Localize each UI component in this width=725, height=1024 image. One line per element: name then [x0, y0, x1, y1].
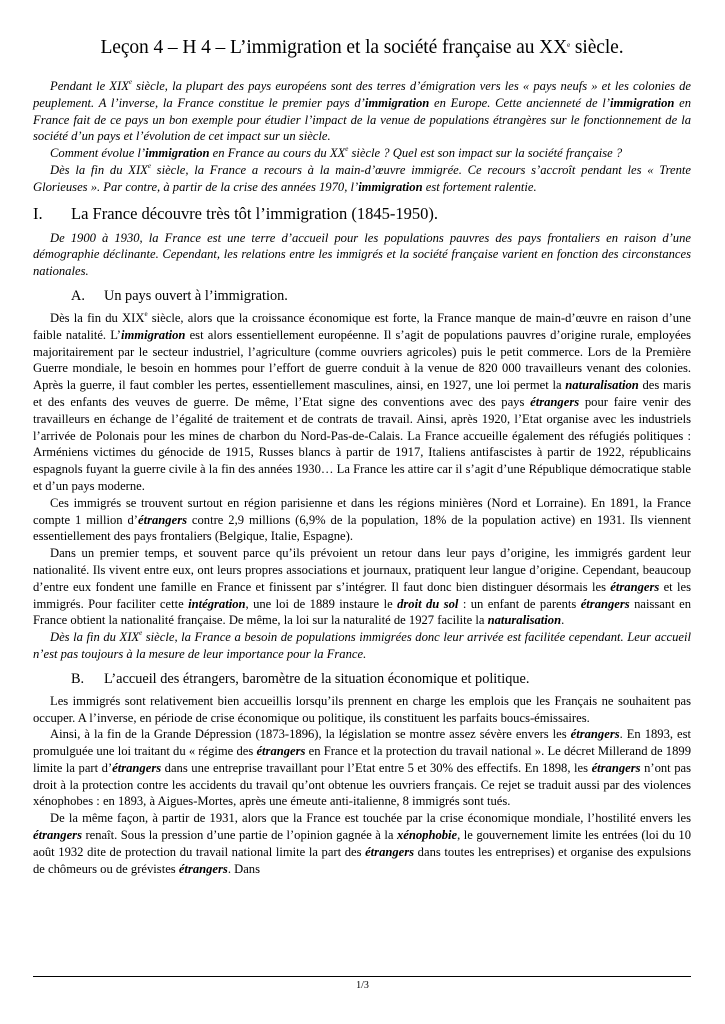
key-term: intégration	[188, 596, 246, 611]
key-term: étrangers	[112, 760, 162, 775]
superscript: e	[139, 629, 143, 638]
section-a-paragraph: Dans un premier temps, et souvent parce qu’ils prévoient un retour dans leur pays d’origine, les immigrés gardent leur nationalité. Ils vivent entre eux, ont leurs propres associations et journaux, pratiquent leur langue d’origine. Cependant, beaucoup d’entre eux fondent une famille en France et finissent par s’intégrer. Il faut donc bien distinguer désormais les étrangers et les immigrés. Pour faciliter cette intégration, une loi de 1889 instaure le droit du sol : un enfant de parents étrangers naissant en France obtient la nationalité française. De même, la loi sur la naturalité de 1927 facilite la naturalisation.	[33, 546, 691, 628]
section-b-paragraph: Ainsi, à la fin de la Grande Dépression (1873-1896), la législation se montre assez sévère envers les étrangers. En 1893, est promulguée une loi traitant du « régime des étrangers en France et la protection du travail national ». Le décret Millerand de 1899 limite la part d’étrangers dans une entreprise travaillant pour l’Etat entre 5 et 30% des effectifs. En 1898, les étrangers n’ont pas droit à la protection contre les accidents du travail qu’ont obtenue les ouvriers français. Ce rejet se traduit aussi par des violences xénophobes : en 1893, à Aigues-Mortes, après une émeute anti-italienne, 8 immigrés sont tués.	[33, 727, 691, 809]
section-1-heading: I. La France découvre très tôt l’immigration (1845-1950).	[33, 203, 439, 223]
superscript: e	[345, 145, 349, 154]
section-b-paragraph: Les immigrés sont relativement bien accueillis lorsqu’ils prennent en charge les emplois que les Français ne souhaitent pas occuper. A l’inverse, en période de crise économique ou politique, ils constituent les parfaits boucs-émissaires.	[33, 693, 691, 725]
key-term: immigration	[609, 95, 675, 110]
section-b-heading: B. L’accueil des étrangers, baromètre de la situation économique et politique.	[71, 670, 530, 687]
page-number: 1/3	[356, 980, 369, 991]
intro-outline: Dès la fin du XIXe siècle, la France a recours à la main-d’œuvre immigrée. Ce recours s’accroît pendant les « Trente Glorieuses ». Par contre, à partir de la crise des années 1970, l’immigration est fortement ralentie.	[33, 161, 691, 194]
intro-problem: Comment évolue l’immigration en France au cours du XXe siècle ? Quel est son impact sur la société française ?	[50, 145, 623, 161]
key-term: étrangers	[33, 828, 82, 843]
key-term: immigration	[358, 179, 423, 194]
superscript: e	[147, 161, 151, 170]
key-term: étrangers	[610, 579, 660, 594]
section-a-paragraph: Ces immigrés se trouvent surtout en région parisienne et dans les régions minières (Nord et Lorraine). En 1891, la France compte 1 million d’étrangers contre 2,9 millions (6,9% de la population, 18% de la population active) en 1931. Ils viennent essentiellement des pays frontaliers (Belgique, Italie, Espagne).	[33, 495, 692, 544]
section-a-conclusion: Dès la fin du XIXe siècle, la France a besoin de populations immigrées donc leur arrivée est facilitée cependant. Leur accueil n’est pas toujours à la mesure de leur importance pour la France.	[33, 629, 691, 661]
intro-paragraph: Pendant le XIXe siècle, la plupart des pays européens sont des terres d’émigration vers les « pays neufs » et les colonies de peuplement. A l’inverse, la France constitue le premier pays d’immigration en Europe. Cette ancienneté de l’immigration en France fait de ce pays un bon exemple pour étudier l’impact de la venue de populations étrangères sur le fonctionnement de la société d’un pays et l’évolution de cet impact sur un siècle.	[33, 78, 691, 144]
footer-rule	[33, 976, 691, 977]
key-term: étrangers	[138, 512, 187, 527]
lesson-title: Leçon 4 – H 4 – L’immigration et la société française au XXe siècle.	[100, 37, 624, 58]
section-1-intro: De 1900 à 1930, la France est une terre d’accueil pour les populations pauvres des pays frontaliers en raison d’une démographie déclinante. Cependant, les relations entre les immigrés et la société française varient en fonction des circonstances nationales.	[33, 230, 691, 279]
document-page	[33, 0, 691, 877]
key-term: étrangers	[365, 844, 415, 859]
key-term: naturalisation	[565, 378, 639, 393]
key-term: étrangers	[530, 394, 580, 409]
key-term: immigration	[145, 146, 210, 161]
key-term: naturalisation	[487, 613, 562, 628]
key-term: étrangers	[591, 760, 641, 775]
superscript: e	[144, 309, 148, 318]
key-term: étrangers	[256, 744, 306, 759]
section-b-paragraph: De la même façon, à partir de 1931, alors que la France est touchée par la crise économique mondiale, l’hostilité envers les étrangers renaît. Sous la pression d’une partie de l’opinion gagnée à la xénophobie, le gouvernement limite les entrées (loi du 10 août 1932 dite de protection du travail national limite la part des étrangers dans toutes les entreprises) et organise des expulsions de chômeurs ou de grévistes étrangers. Dans	[33, 811, 692, 876]
key-term: immigration	[121, 327, 186, 342]
section-a-heading: A. Un pays ouvert à l’immigration.	[71, 287, 288, 304]
key-term: immigration	[364, 95, 430, 110]
key-term: xénophobie	[396, 828, 458, 843]
introduction	[33, 78, 691, 196]
key-term: étrangers	[580, 596, 630, 611]
key-term: droit du sol	[397, 596, 459, 611]
key-term: étrangers	[178, 861, 228, 876]
superscript: e	[128, 78, 132, 86]
section-a-paragraph: Dès la fin du XIXe siècle, alors que la croissance économique est forte, la France manque de main-d’œuvre en raison d’une faible natalité. L’immigration est alors essentiellement européenne. Il s’agit de populations pauvres d’origine rurale, employées majoritairement par le secteur industriel, l’agriculture (comme ouvriers agricoles) puis le petit commerce. Lors de la Première Guerre mondiale, le besoin en hommes pour l’effort de guerre conduit à la venue de 820 000 travailleurs venant des colonies. Après la guerre, il faut combler les pertes, essentiellement masculines, ainsi, en 1927, une loi permet la naturalisation des maris et des enfants des veuves de guerre. De même, l’Etat signe des conventions avec des pays étrangers pour faire venir des travailleurs en échange de l’égalité de traitement et de contrats de travail. Ainsi, après 1920, l’Etat organise avec les industriels l’arrivée de Polonais pour les mines de charbon du Nord-Pas-de-Calais. La France accueille également des réfugiés politiques : Arméniens victimes du génocide de 1915, Russes blancs à partir de 1917, Italiens antifascistes à partir de 1922, républicains espagnols fuyant la guerre civile à la fin des années 1930… La France les attire car il s’agit d’une République démocratique stable et d’un pays moderne.	[33, 309, 692, 493]
key-term: étrangers	[570, 727, 620, 742]
